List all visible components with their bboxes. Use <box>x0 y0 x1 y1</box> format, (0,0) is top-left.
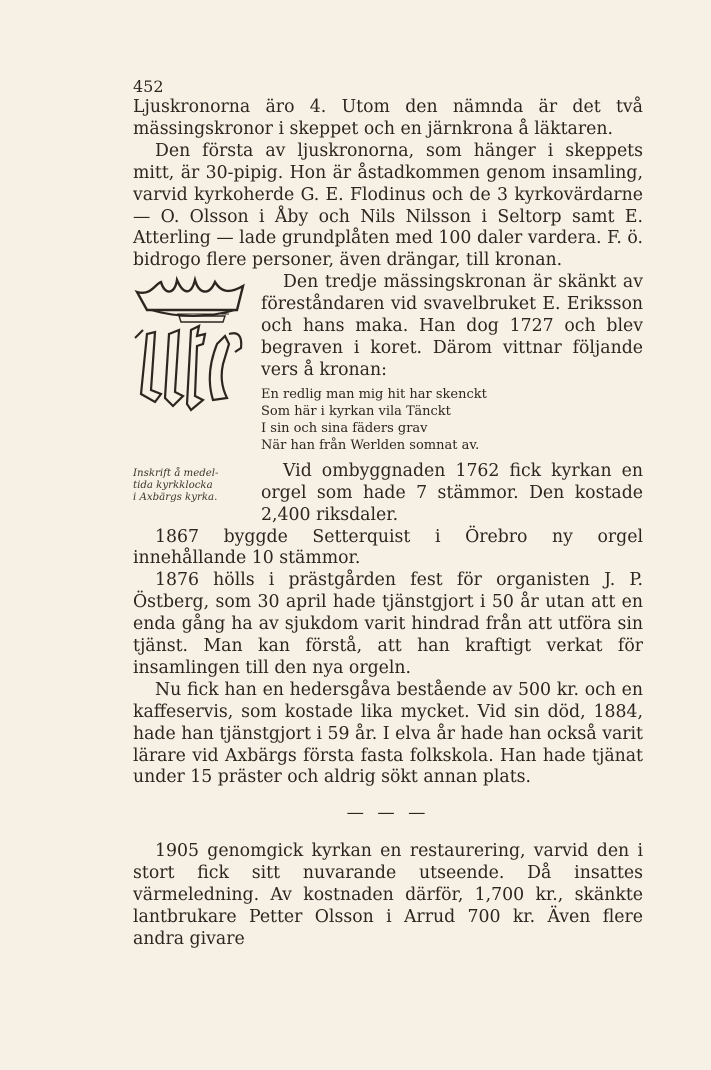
paragraph: Vid ombyggnaden 1762 fick kyrkan en orgel som hade 7 stämmor. Den kostade 2,400 riksdaler. <box>261 460 643 525</box>
caption-line: tida kyrkklocka <box>133 480 213 492</box>
page-body <box>133 97 643 951</box>
figure-caption <box>133 468 251 504</box>
verse-line: En redlig man mig hit har skenckt <box>261 386 487 402</box>
paragraph: Nu fick han en hedersgåva bestående av 500 kr. och en kaffeservis, som kostade lika mycket. Vid sin död, 1884, hade han tjänstgjort i 59 år. I elva år hade han också varit lärare vid Axbärgs första fasta folkskola. Han hade tjänat under 15 präster och aldrig sökt annan plats. <box>133 679 643 788</box>
paragraph: Den tredje mässingskronan är skänkt av föreståndaren vid svavelbruket E. Eriksson och hans maka. Han dog 1727 och blev begraven i koret. Därom vittnar följande vers å kronan: <box>261 272 643 380</box>
verse-line: Som här i kyrkan vila Tänckt <box>261 403 451 419</box>
section-separator: — — — <box>346 803 430 824</box>
paragraph: Den första av ljuskronorna, som hänger i skeppets mitt, är 30-pipig. Hon är åstadkommen genom insamling, varvid kyrkoherde G. E. Flodinus och de 3 kyrkovärdarne — O. Olsson i Åby och Nils Nilsson i Seltorp samt E. Atterling — lade grundplåten med 100 daler vardera. F. ö. bidrogo flere personer, även drängar, till kronan. <box>133 140 643 271</box>
caption-line: i Axbärgs kyrka. <box>133 492 218 504</box>
page-number: 452 <box>133 77 164 96</box>
paragraph: 1905 genomgick kyrkan en restaurering, varvid den i stort fick sitt nuvarande utseende. Då insattes värmeledning. Av kostnaden därför, 1,700 kr., skänkte lantbrukare Petter Olsson i Arrud 700 kr. Även flere andra givare <box>133 841 643 949</box>
paragraph: 1876 hölls i prästgården fest för organisten J. P. Östberg, som 30 april hade tjänstgjort i 50 år utan att en enda gång ha av sjukdom varit hindrad från att utföra sin tjänst. Man kan förstå, att han kraftigt verkat för insamlingen till den nya orgeln. <box>133 570 643 678</box>
figure <box>133 274 251 519</box>
verse-line: När han från Werlden somnat av. <box>261 437 480 453</box>
paragraph: 1867 byggde Setterquist i Örebro ny orgel innehållande 10 stämmor. <box>133 526 643 569</box>
figure-section <box>133 272 643 526</box>
paragraph: Ljuskronorna äro 4. Utom den nämnda är det två mässingskronor i skeppet och en järnkrona å läktaren. <box>133 97 643 139</box>
caption-line: Inskrift å medel- <box>133 468 219 480</box>
crowned-monogram-inscription-icon <box>133 274 251 464</box>
verse-line: I sin och sina fäders grav <box>261 420 428 436</box>
